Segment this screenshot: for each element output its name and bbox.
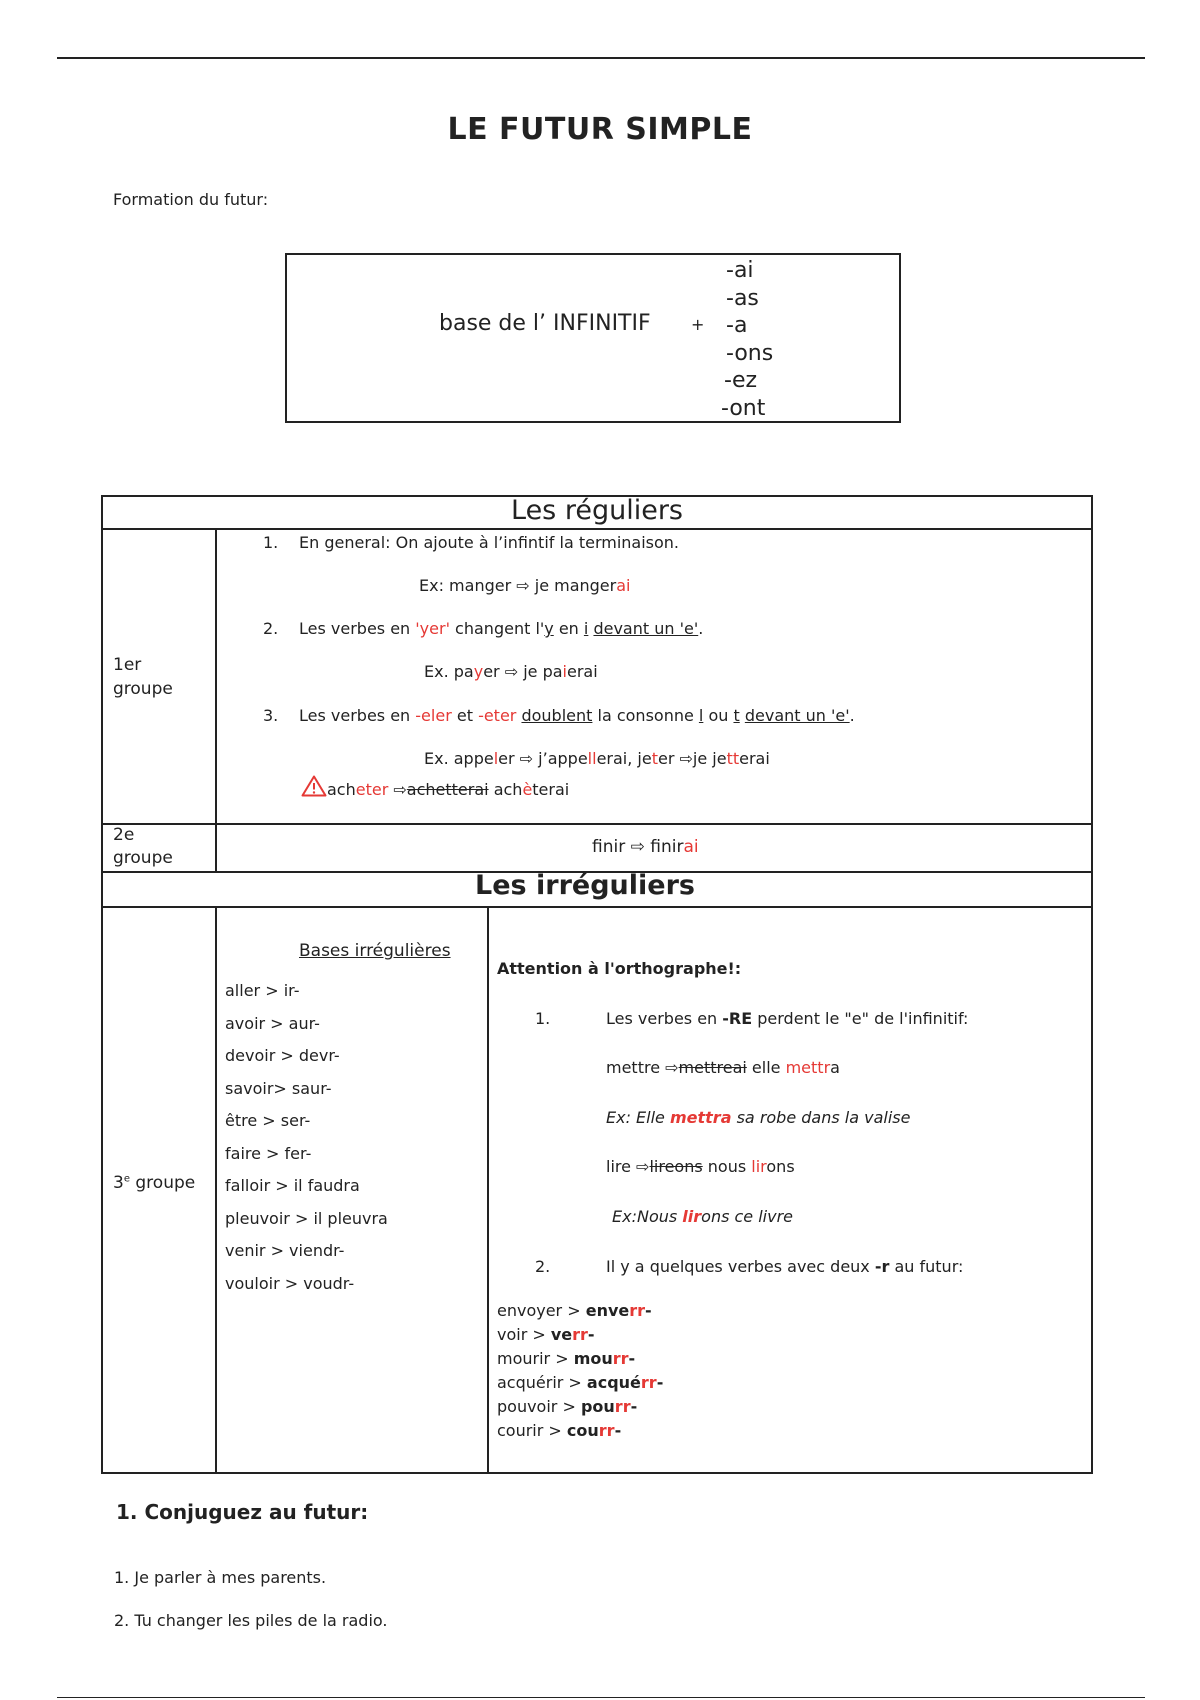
conjugation-table <box>101 495 1093 1474</box>
t: groupe <box>129 1173 196 1193</box>
t: cou <box>566 1421 599 1440</box>
t: - <box>630 1397 638 1416</box>
t: i <box>583 619 589 638</box>
base-item: falloir > il faudra <box>225 1176 360 1195</box>
formation-label: Formation du futur: <box>113 190 269 209</box>
base-item: pleuvoir > il pleuvra <box>225 1208 388 1228</box>
formula-box <box>285 253 901 423</box>
t: finir ⇨ finir <box>592 837 684 857</box>
formula-endings <box>721 257 774 422</box>
group1-label <box>113 653 173 701</box>
grid-line <box>487 906 489 1472</box>
t: - <box>587 1325 595 1344</box>
group1-label-line: groupe <box>113 679 173 699</box>
t: Les verbes en <box>299 619 416 638</box>
bases-list <box>225 975 388 1300</box>
t: er ⇨ j’appe <box>498 749 588 768</box>
rule-1-example <box>419 576 630 595</box>
t: erai <box>739 749 770 768</box>
ending: -ez <box>724 368 758 393</box>
t: -eter <box>478 706 517 725</box>
ex-text: Ex: manger ⇨ je manger <box>419 576 617 595</box>
group2-label-line: 2e <box>113 825 135 845</box>
point-2-text <box>606 1257 963 1276</box>
t: t <box>651 749 658 768</box>
t: i <box>562 662 567 681</box>
irregular-heading: Les irréguliers <box>475 870 695 901</box>
rule-3-text <box>299 706 855 725</box>
t: ons <box>701 1207 730 1226</box>
t: erai, je <box>596 749 652 768</box>
t: au futur: <box>889 1257 964 1276</box>
warning-line <box>301 775 569 799</box>
grid-line <box>103 528 1091 530</box>
group1-label-line: 1er <box>113 655 142 675</box>
base-item: vouloir > voudr- <box>225 1273 355 1293</box>
t: doublent <box>521 706 593 725</box>
t: . <box>698 619 704 638</box>
bottom-rule <box>57 1697 1145 1698</box>
t: erai <box>566 662 598 681</box>
t: ons <box>766 1157 795 1176</box>
t: eter <box>355 780 389 799</box>
t: ll <box>587 749 597 768</box>
t: enve <box>585 1301 630 1320</box>
base-item: avoir > aur- <box>225 1013 320 1033</box>
t: envoyer > <box>497 1301 586 1320</box>
point-1-text <box>606 1009 968 1028</box>
regular-heading: Les réguliers <box>511 495 683 526</box>
t: . <box>849 706 855 725</box>
t: mettreai <box>678 1058 747 1077</box>
point-1-number: 1. <box>535 1009 551 1028</box>
t: l <box>493 749 499 768</box>
base-item: savoir> saur- <box>225 1078 332 1098</box>
t: - <box>628 1349 636 1368</box>
t: et <box>451 706 479 725</box>
t: t <box>733 706 740 725</box>
attention-heading: Attention à l'orthographe!: <box>497 959 742 978</box>
t: mourir > <box>497 1349 574 1368</box>
lire-example <box>612 1207 793 1226</box>
double-r-list <box>497 1299 663 1443</box>
t: courir > <box>497 1421 567 1440</box>
top-rule <box>57 57 1145 59</box>
rule-2-text <box>299 619 703 638</box>
t: lir <box>751 1157 767 1176</box>
t: terai <box>532 780 570 799</box>
t: la consonne <box>592 706 699 725</box>
t: tt <box>726 749 740 768</box>
t: - <box>614 1421 622 1440</box>
t: 3 <box>113 1173 124 1193</box>
t: ve <box>550 1325 573 1344</box>
base-item: aller > ir- <box>225 981 300 1000</box>
t: Ex. appe <box>424 749 494 768</box>
t: - <box>645 1301 652 1320</box>
t: y <box>473 662 484 681</box>
exercise-item: 1. Je parler à mes parents. <box>114 1568 327 1587</box>
t: ⇨ <box>388 780 407 799</box>
t: sa robe dans la valise <box>731 1108 911 1127</box>
t: rr <box>640 1373 657 1392</box>
t: changent l' <box>449 619 545 638</box>
warning-icon <box>301 775 327 797</box>
t: acqué <box>586 1373 641 1392</box>
double-r-item <box>497 1371 663 1395</box>
t: Ex:Nous <box>612 1207 683 1226</box>
grid-line <box>215 906 217 1472</box>
ending: -ai <box>726 258 754 283</box>
t: achetterai <box>406 780 489 799</box>
t: ach <box>327 780 356 799</box>
t: er ⇨ je pa <box>483 662 563 681</box>
t: a <box>830 1058 840 1077</box>
t: nous <box>702 1157 752 1176</box>
t: Ex: Elle <box>606 1108 670 1127</box>
t: ai <box>683 837 699 857</box>
t: rr <box>598 1421 615 1440</box>
grid-line <box>103 906 1091 908</box>
mettre-example <box>606 1108 910 1127</box>
t: Ex. pa <box>424 662 474 681</box>
exercise-title: 1. Conjuguez au futur: <box>116 1500 369 1524</box>
t: lireons <box>649 1157 703 1176</box>
double-r-item <box>497 1347 663 1371</box>
t: mou <box>573 1349 613 1368</box>
group2-label <box>113 824 173 870</box>
double-r-item <box>497 1323 663 1347</box>
base-item: devoir > devr- <box>225 1046 340 1065</box>
grid-line <box>103 823 1091 825</box>
t: ach <box>488 780 523 799</box>
bases-title: Bases irrégulières <box>299 941 451 961</box>
exercise-item: 2. Tu changer les piles de la radio. <box>114 1611 388 1630</box>
t: mettra <box>669 1108 732 1127</box>
t: elle <box>746 1058 786 1077</box>
rule-number: 1. <box>263 533 279 552</box>
double-r-item <box>497 1419 663 1443</box>
t: pou <box>580 1397 615 1416</box>
ending: -ons <box>726 340 774 366</box>
t: er ⇨je je <box>657 749 727 768</box>
rule-1-text: En general: On ajoute à l’infintif la terminaison. <box>299 533 680 552</box>
t: y <box>544 619 554 638</box>
ending: -as <box>726 285 759 311</box>
double-r-item <box>497 1395 663 1419</box>
group2-example <box>592 837 699 857</box>
rule-2-example <box>424 662 598 681</box>
ending: -a <box>726 313 748 338</box>
base-item: être > ser- <box>225 1111 311 1130</box>
t: ce livre <box>729 1207 794 1226</box>
t: devant un 'e' <box>744 706 850 725</box>
point-2-number: 2. <box>535 1257 551 1276</box>
base-item: venir > viendr- <box>225 1241 345 1260</box>
t: acquérir > <box>497 1373 587 1392</box>
rule-2-number: 2. <box>263 619 279 638</box>
formula-base: base de l’ INFINITIF <box>439 311 651 336</box>
t: rr <box>612 1349 629 1368</box>
t: -r <box>874 1257 890 1276</box>
ending: -ont <box>721 395 766 421</box>
t: 'yer' <box>415 619 450 638</box>
t: rr <box>629 1301 646 1320</box>
grid-line <box>215 528 217 873</box>
t: devant un 'e' <box>593 619 699 638</box>
t: ou <box>703 706 734 725</box>
t: rr <box>614 1397 631 1416</box>
t: -RE <box>722 1009 753 1028</box>
t: lire ⇨ <box>606 1157 650 1176</box>
t: perdent le "e" de l'infinitif: <box>752 1009 969 1028</box>
t: mettr <box>785 1058 831 1077</box>
base-item: faire > fer- <box>225 1143 312 1163</box>
t: è <box>522 780 533 799</box>
lire-line <box>606 1157 795 1176</box>
t: l <box>698 706 704 725</box>
double-r-item <box>497 1299 663 1323</box>
rule-3-example <box>424 749 770 768</box>
t: en <box>553 619 584 638</box>
page-title: LE FUTUR SIMPLE <box>447 112 753 147</box>
t: Les verbes en <box>606 1009 723 1028</box>
t: Les verbes en <box>299 706 416 725</box>
t: rr <box>572 1325 588 1344</box>
t: voir > <box>497 1325 551 1344</box>
t: lir <box>682 1207 702 1226</box>
rule-3-number: 3. <box>263 706 279 725</box>
group3-label <box>113 1173 195 1193</box>
formula-plus: + <box>691 315 705 334</box>
t: mettre ⇨ <box>606 1058 679 1077</box>
t: pouvoir > <box>497 1397 581 1416</box>
t: e <box>123 1173 130 1185</box>
t: -eler <box>415 706 452 725</box>
t: Il y a quelques verbes avec deux <box>606 1257 875 1276</box>
t: - <box>656 1373 664 1392</box>
rule-1 <box>263 533 278 552</box>
mettre-line <box>606 1058 840 1077</box>
group2-label-line: groupe <box>113 848 173 868</box>
ex-ending: ai <box>616 576 631 595</box>
